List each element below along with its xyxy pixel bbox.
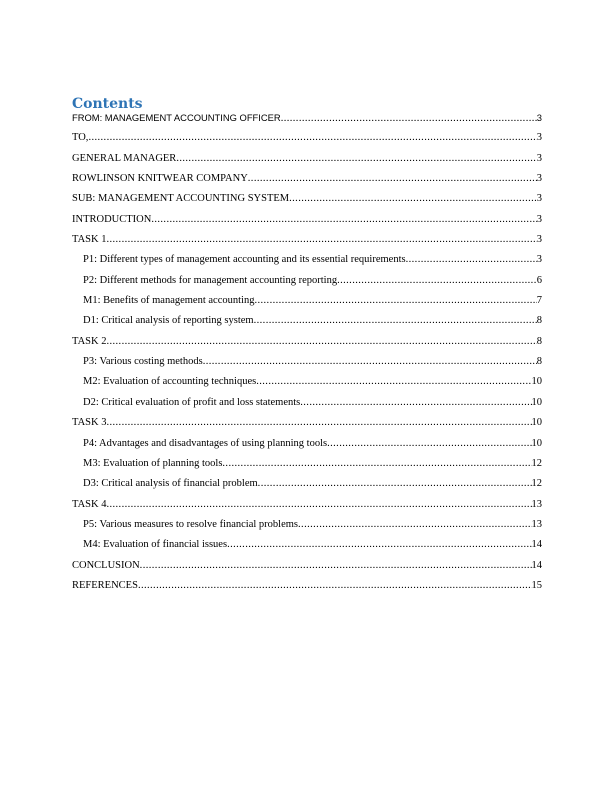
toc-entry[interactable] [72, 417, 542, 437]
toc-entry[interactable] [72, 214, 542, 234]
toc-entry-label: M4: Evaluation of financial issues [83, 539, 228, 551]
toc-entry-label: P1: Different types of management accounting and its essential requirements [83, 254, 406, 266]
dot-leader [298, 519, 531, 530]
toc-entry-label: TO, [72, 132, 89, 144]
dot-leader [406, 254, 537, 265]
table-of-contents [72, 112, 542, 600]
toc-entry[interactable] [72, 295, 542, 315]
toc-entry-page-number: 14 [531, 559, 542, 571]
toc-entry-label: P3: Various costing methods [83, 356, 203, 368]
toc-entry-page-number: 3 [536, 254, 542, 266]
toc-entry[interactable] [72, 173, 542, 193]
dot-leader [258, 478, 532, 489]
toc-entry-page-number: 8 [536, 356, 542, 368]
toc-entry[interactable] [72, 519, 542, 539]
toc-entry-page-number: 10 [531, 417, 542, 429]
toc-entry-label: TASK 4 [72, 498, 107, 510]
toc-entry[interactable] [72, 499, 542, 519]
dot-leader [176, 153, 536, 164]
toc-entry-label: D3: Critical analysis of financial problem [83, 478, 258, 490]
toc-entry-label: P4: Advantages and disadvantages of using planning tools [83, 437, 328, 449]
toc-entry-label: INTRODUCTION [72, 213, 152, 225]
toc-entry-label: M3: Evaluation of planning tools [83, 457, 223, 469]
toc-entry-label: M2: Evaluation of accounting techniques [83, 376, 257, 388]
toc-entry-page-number: 14 [531, 539, 542, 551]
toc-entry-label: SUB: MANAGEMENT ACCOUNTING SYSTEM [72, 193, 290, 205]
toc-entry-label: REFERENCES [72, 579, 138, 591]
dot-leader [337, 275, 537, 286]
dot-leader [222, 458, 531, 469]
toc-entry-label: P2: Different methods for management accounting reporting [83, 274, 338, 286]
toc-entry[interactable] [72, 478, 542, 498]
toc-entry[interactable] [72, 254, 542, 274]
dot-leader [140, 560, 532, 571]
toc-entry[interactable] [72, 153, 542, 173]
toc-entry-page-number: 3 [536, 213, 542, 225]
toc-entry-page-number: 7 [536, 295, 542, 307]
dot-leader [289, 193, 537, 204]
dot-leader [138, 580, 532, 591]
toc-entry-page-number: 3 [536, 234, 542, 246]
dot-leader [106, 417, 531, 428]
toc-entry-label: GENERAL MANAGER [72, 152, 177, 164]
toc-entry-page-number: 12 [531, 478, 542, 490]
toc-entry-page-number: 3 [536, 193, 542, 205]
toc-entry-page-number: 10 [531, 437, 542, 449]
toc-entry-label: ROWLINSON KNITWEAR COMPANY [72, 173, 248, 185]
dot-leader [248, 173, 537, 184]
toc-entry[interactable] [72, 438, 542, 458]
toc-entry[interactable] [72, 315, 542, 335]
dot-leader [106, 234, 536, 245]
dot-leader [106, 499, 531, 510]
toc-entry-page-number: 8 [536, 335, 542, 347]
toc-entry[interactable] [72, 458, 542, 478]
dot-leader [106, 336, 536, 347]
toc-entry-page-number: 13 [531, 518, 542, 530]
dot-leader [227, 539, 531, 550]
toc-entry-page-number: 12 [531, 457, 542, 469]
toc-entry-label: D2: Critical evaluation of profit and loss statements [83, 396, 301, 408]
toc-entry-label: TASK 1 [72, 234, 107, 246]
toc-entry[interactable] [72, 132, 542, 152]
dot-leader [254, 295, 536, 306]
toc-entry[interactable] [72, 336, 542, 356]
toc-entry-page-number: 8 [536, 315, 542, 327]
toc-entry-label: TASK 2 [72, 335, 107, 347]
toc-entry-page-number: 6 [536, 274, 542, 286]
toc-entry-page-number: 3 [536, 173, 542, 185]
toc-entry-label: M1: Benefits of management accounting [83, 295, 255, 307]
toc-entry-page-number: 13 [531, 498, 542, 510]
toc-entry-page-number: 3 [536, 132, 542, 144]
toc-entry[interactable] [72, 539, 542, 559]
toc-entry-page-number: 10 [531, 376, 542, 388]
dot-leader [203, 356, 537, 367]
toc-entry-label: TASK 3 [72, 417, 107, 429]
dot-leader [281, 113, 537, 124]
toc-entry[interactable] [72, 112, 542, 132]
toc-entry[interactable] [72, 560, 542, 580]
toc-entry[interactable] [72, 275, 542, 295]
toc-entry-label: D1: Critical analysis of reporting system [83, 315, 254, 327]
toc-entry-page-number: 3 [536, 152, 542, 164]
dot-leader [151, 214, 536, 225]
dot-leader [327, 438, 531, 449]
toc-entry-page-number: 15 [531, 579, 542, 591]
toc-entry[interactable] [72, 580, 542, 600]
toc-entry-label: FROM: MANAGEMENT ACCOUNTING OFFICER [72, 112, 281, 123]
toc-entry-page-number: 10 [531, 396, 542, 408]
toc-entry[interactable] [72, 397, 542, 417]
dot-leader [88, 132, 536, 143]
dot-leader [300, 397, 531, 408]
dot-leader [254, 315, 537, 326]
toc-heading: Contents [72, 96, 143, 112]
toc-entry-page-number: 3 [536, 112, 542, 123]
toc-entry[interactable] [72, 234, 542, 254]
toc-entry-label: P5: Various measures to resolve financial problems [83, 518, 299, 530]
toc-entry[interactable] [72, 356, 542, 376]
toc-entry[interactable] [72, 376, 542, 396]
toc-entry[interactable] [72, 193, 542, 213]
dot-leader [256, 376, 531, 387]
toc-entry-label: CONCLUSION [72, 559, 140, 571]
